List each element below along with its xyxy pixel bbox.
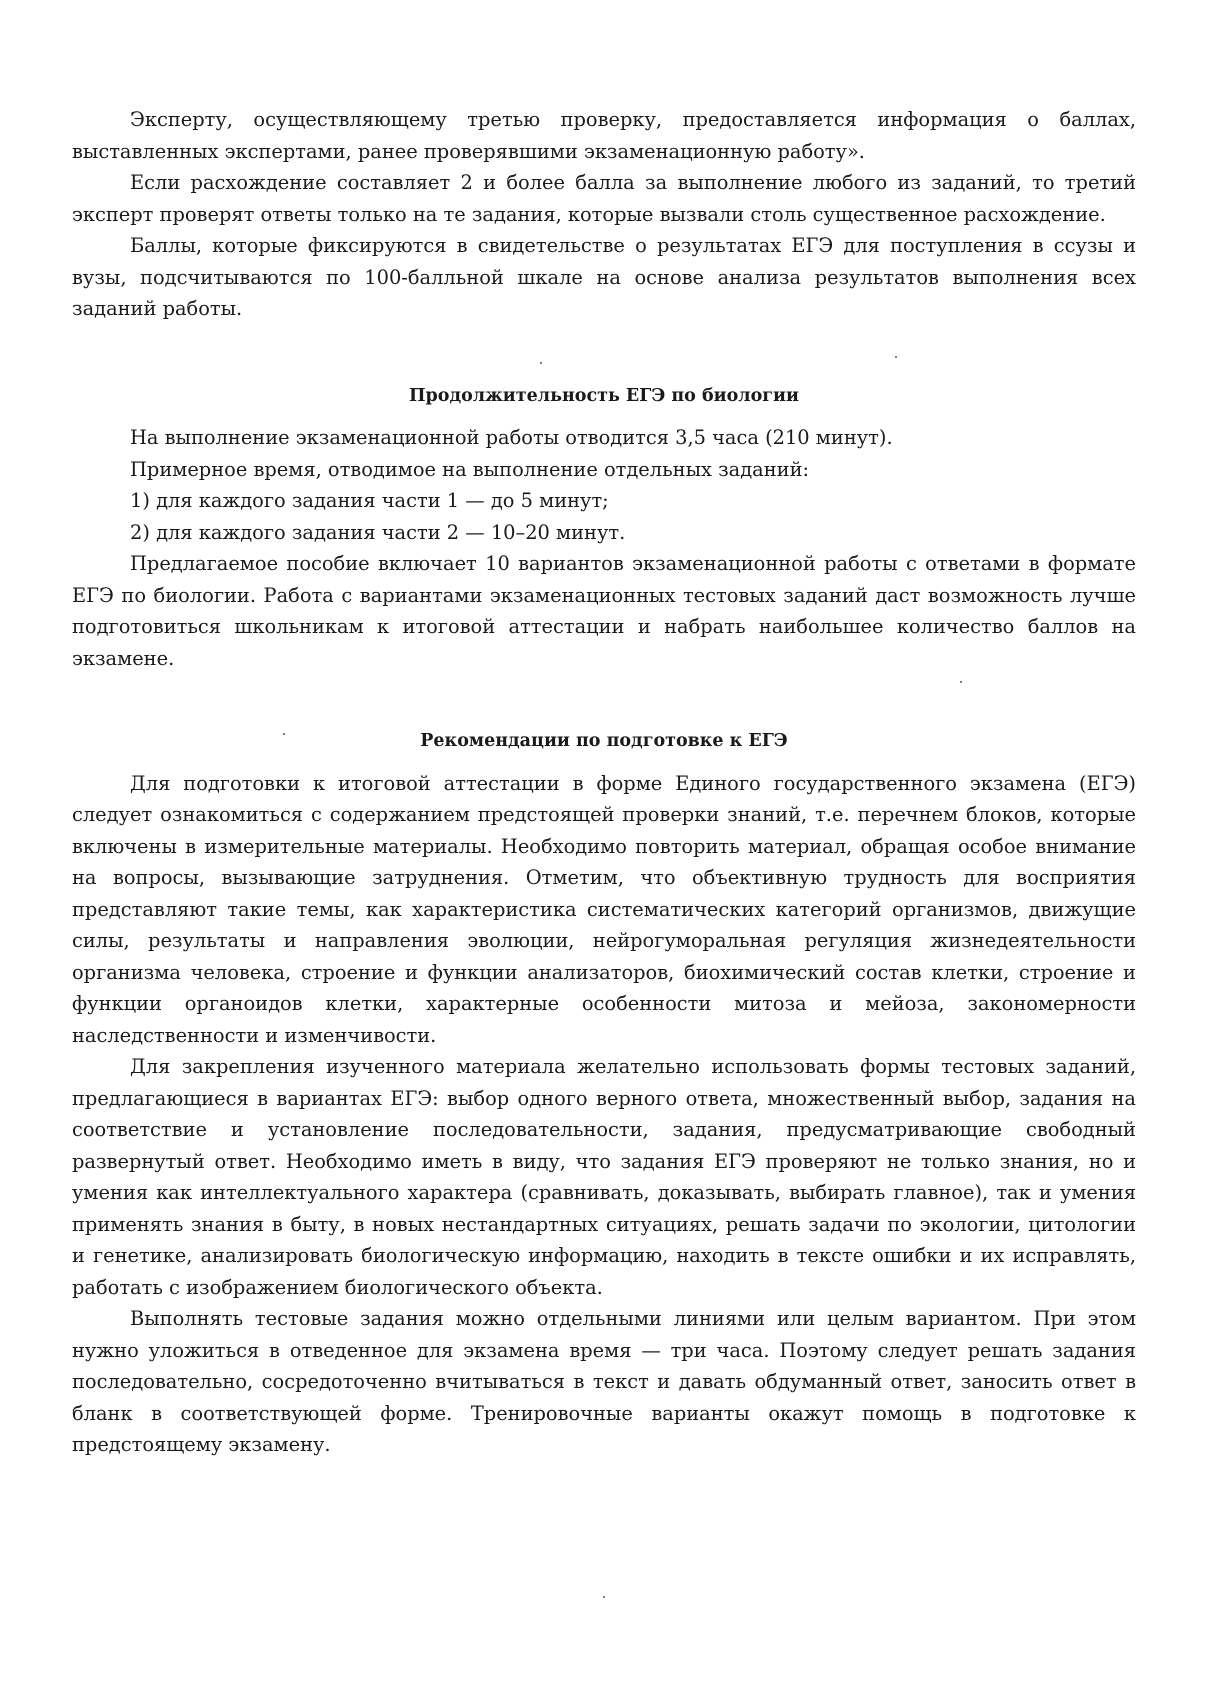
section-heading-duration: Продолжительность ЕГЭ по биологии [409,385,799,406]
recommendations-paragraph: Выполнять тестовые задания можно отдельными линиями или целым вариантом. При этом нужно уложиться в отведенное для экзамена время — три часа. Поэтому следует решать задания последовательно, сосредоточенно вчитываться в текст и давать обдуманный ответ, заносить ответ в бланк в соответствующей форме. Тренировочные варианты окажут помощь в подготовке к предстоящему экзамену. [72,1307,1136,1456]
recommendations-paragraph: Для подготовки к итоговой аттестации в форме Единого государственного экзамена (ЕГЭ) следует ознакомиться с содержанием предстоящей проверки знаний, т.е. перечнем блоков, которые включены в измерительные материалы. Необходимо повторить материал, обращая особое внимание на вопросы, вызывающие затруднения. Отметим, что объективную трудность для восприятия представляют такие темы, как характеристика систематических категорий организмов, движущие силы, результаты и направления эволюции, нейрогуморальная регуляция жизнедеятельности организма человека, строение и функции анализаторов, биохимический состав клетки, строение и функции органоидов клетки, характерные особенности митоза и мейоза, закономерности наследственности и изменчивости. [72,771,1136,1047]
section-heading-recommendations: Рекомендации по подготовке к ЕГЭ [420,731,788,751]
duration-total-time: На выполнение экзаменационной работы отводится 3,5 часа (210 минут). [130,426,893,449]
scan-speck [960,681,962,683]
intro-paragraph: Если расхождение составляет 2 и более балла за выполнение любого из заданий, то третий эксперт проверят ответы только на те задания, которые вызвали столь существенное расхождение. [72,171,1136,226]
duration-list-item: 1) для каждого задания части 1 — до 5 минут; [130,489,609,512]
scan-speck [603,1596,605,1598]
scan-speck [540,362,542,364]
duration-closing-paragraph: Предлагаемое пособие включает 10 вариантов экзаменационной работы с ответами в формате ЕГЭ по биологии. Работа с вариантами экзаменационных тестовых заданий даст возможность лучше подготовиться школьникам к итоговой аттестации и набрать наибольшее количество баллов на экзамене. [72,552,1136,670]
recommendations-paragraph: Для закрепления изученного материала желательно использовать формы тестовых заданий, предлагающиеся в вариантах ЕГЭ: выбор одного верного ответа, множественный выбор, задания на соответствие и установление последовательности, задания, предусматривающие свободный развернутый ответ. Необходимо иметь в виду, что задания ЕГЭ проверяют не только знания, но и умения как интеллектуального характера (сравнивать, доказывать, выбирать главное), так и умения применять знания в быту, в новых нестандартных ситуациях, решать задачи по экологии, цитологии и генетике, анализировать биологическую информацию, находить в тексте ошибки и их исправлять, работать с изображением биологического объекта. [72,1055,1136,1299]
duration-list-item: 2) для каждого задания части 2 — 10–20 минут. [130,520,626,544]
scan-speck [895,356,897,358]
scan-speck [283,733,285,735]
page-content [72,104,1136,1461]
intro-paragraph: Баллы, которые фиксируются в свидетельстве о результатах ЕГЭ для поступления в ссузы и вузы, подсчитываются по 100-балльной шкале на основе анализа результатов выполнения всех заданий работы. [72,234,1136,320]
duration-approx-time: Примерное время, отводимое на выполнение отдельных заданий: [130,457,810,481]
intro-paragraph: Эксперту, осуществляющему третью проверку, предоставляется информация о баллах, выставленных экспертами, ранее проверявшими экзаменационную работу». [72,108,1136,163]
